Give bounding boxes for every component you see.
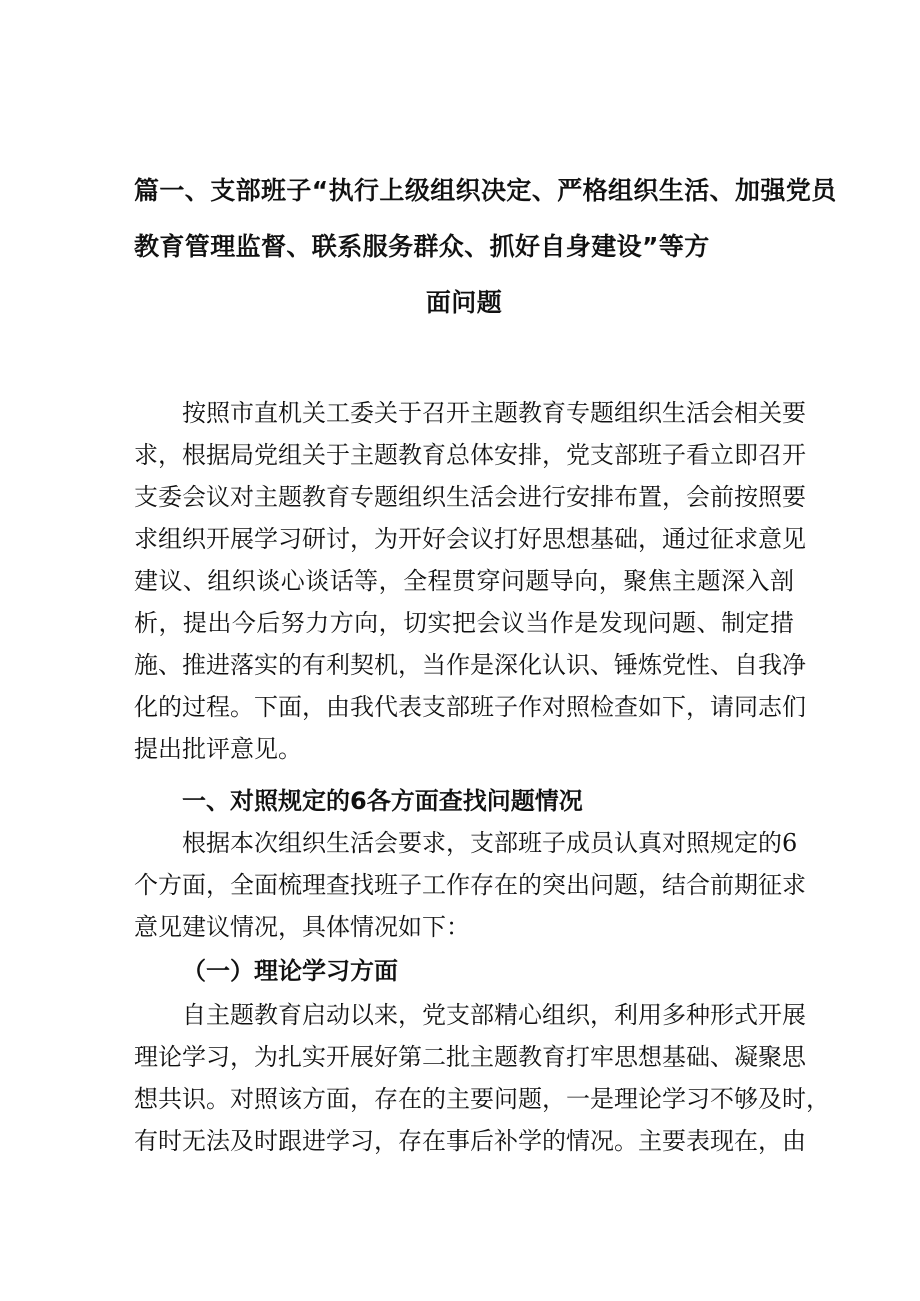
document-title: [134, 163, 837, 331]
paragraph-intro: [134, 392, 806, 770]
paragraph-line: 根据本次组织生活会要求，支部班子成员认真对照规定的6: [182, 829, 798, 857]
paragraph-line: 求组织开展学习研讨，为开好会议打好思想基础，通过征求意见: [134, 525, 806, 553]
paragraph-line: 想共识。对照该方面，存在的主要问题，一是理论学习不够及时，: [134, 1085, 830, 1113]
paragraph-line: 自主题教育启动以来，党支部精心组织，利用多种形式开展: [182, 1001, 806, 1029]
paragraph-line: 建议、组织谈心谈话等，全程贯穿问题导向，聚焦主题深入剖: [134, 567, 794, 595]
section-heading: 一、对照规定的6各方面查找问题情况: [182, 787, 583, 815]
title-line-2: 教育管理监督、联系服务群众、抓好自身建设”等方: [134, 232, 710, 261]
paragraph-line: 按照市直机关工委关于召开主题教育专题组织生活会相关要: [182, 399, 806, 427]
paragraph-line: 提出批评意见。: [134, 735, 302, 763]
paragraph-line: 意见建议情况，具体情况如下：: [134, 913, 470, 941]
paragraph-line: 化的过程。下面，由我代表支部班子作对照检查如下，请同志们: [134, 693, 806, 721]
paragraph-line: 支委会议对主题教育专题组织生活会进行安排布置，会前按照要: [134, 483, 806, 511]
paragraph-line: 求，根据局党组关于主题教育总体安排，党支部班子看立即召开: [134, 441, 806, 469]
paragraph-theory-study: [134, 994, 830, 1162]
title-line-3: 面问题: [425, 288, 503, 317]
paragraph-line: 个方面，全面梳理查找班子工作存在的突出问题，结合前期征求: [134, 871, 806, 899]
paragraph-line: 施、推进落实的有利契机，当作是深化认识、锤炼党性、自我净: [134, 651, 806, 679]
title-line-1: 篇一、支部班子“执行上级组织决定、严格组织生活、加强党员: [134, 176, 837, 205]
paragraph-line: 有时无法及时跟进学习，存在事后补学的情况。主要表现在，由: [134, 1127, 806, 1155]
paragraph-requirements: [134, 822, 806, 948]
paragraph-line: 理论学习，为扎实开展好第二批主题教育打牢思想基础、凝聚思: [134, 1043, 806, 1071]
subsection-heading: （一）理论学习方面: [182, 956, 398, 985]
paragraph-line: 析，提出今后努力方向，切实把会议当作是发现问题、制定措: [134, 609, 794, 637]
